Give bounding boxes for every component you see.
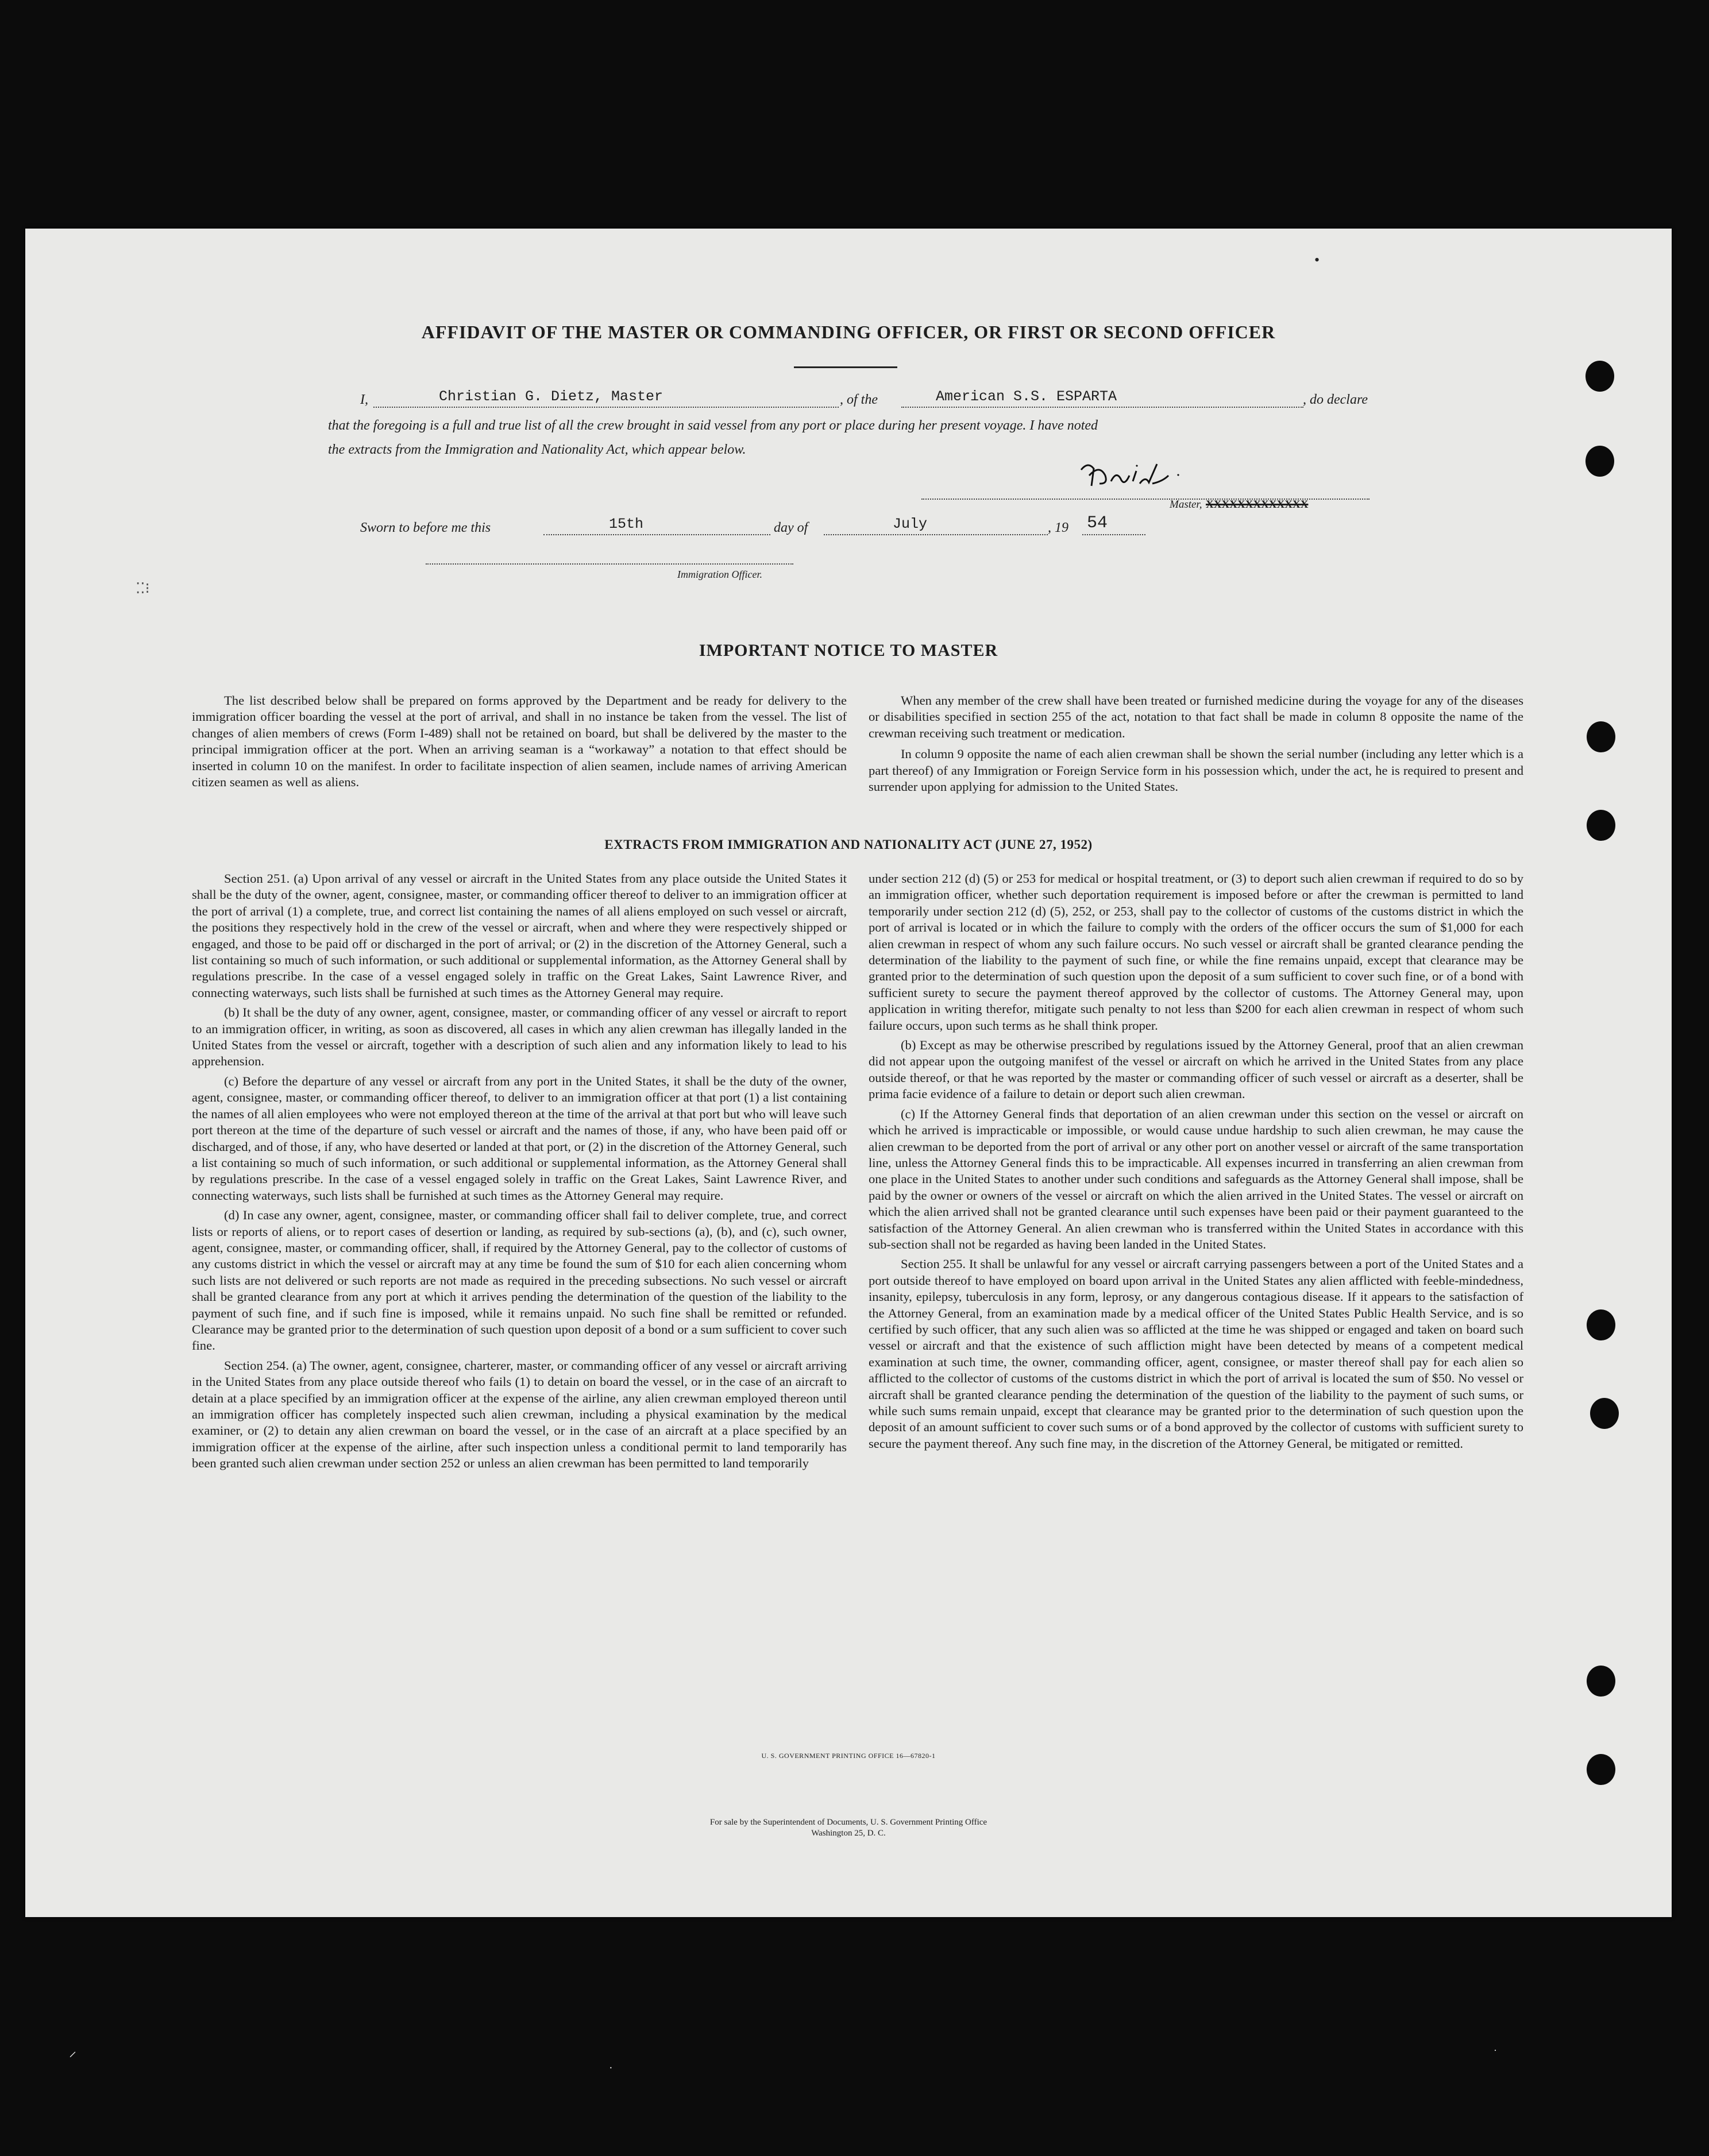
master-name-value: Christian G. Dietz, Master — [439, 388, 663, 405]
section-254-a-continued: under section 212 (d) (5) or 253 for medical or hospital treatment, or (3) to deport such alien crewman if required to do so by an immigration officer, whether such deportation requirement is imposed before or after the crewman is permitted to land temporarily under section 212 (d) (5), 252, or 253, shall pay to the collector of customs of the customs district in which the port of arrival is located or in which the failure to comply with the orders of the officer occurs the sum of $1,000 for each alien crewman in respect of whom any such failure occurs. No such vessel or aircraft shall be granted clearance pending the determination of the liability to the payment of such fine, or while the fine remains unpaid, except that clearance may be granted prior to the determination of such question upon the deposit of a sum sufficient to cover such fine, or of a bond with sufficient surety to secure the payment thereof approved by the collector of customs. The Attorney General may, upon application in writing therefor, mitigate such penalty to not less than $200 for each alien crewman in respect of whom such failure occurs, upon such terms as he shall think proper. — [869, 871, 1523, 1033]
scan-speck: · — [1494, 2045, 1497, 2056]
section-251-c: (c) Before the departure of any vessel or aircraft from any port in the United States, it shall be the duty of the owner, agent, consignee, master, or commanding officer thereof, to deliver to an immigration officer at that port (1) a list containing the names of all alien employees who were not employed thereon at the time of the arrival at that port but who will leave such port thereon at the time of the departure of such vessel or aircraft and the names of those, if any, who have been paid off or discharged, and of those, if any, who have deserted or landed at that port, or (2) in the discretion of the Attorney General, such a list containing so much of such information, or such additional or supplemental information, as the Attorney General shall by regulations prescribe. In the case of a vessel engaged solely in traffic on the Great Lakes, Saint Lawrence River, and connecting waterways, such lists shall be furnished at such times as the Attorney General may require. — [192, 1073, 847, 1203]
notice-right-column — [869, 693, 1523, 798]
sworn-day-underline — [543, 534, 770, 535]
document-page — [25, 229, 1672, 1917]
notice-title: IMPORTANT NOTICE TO MASTER — [699, 641, 998, 660]
stamp-mark: ⁚⁚⁝ — [136, 580, 150, 597]
struck-caption: XXXXXXXXXXXXX — [1206, 499, 1309, 511]
section-254-c: (c) If the Attorney General finds that deportation of an alien crewman under this section on the vessel or aircraft on which he arrived is impracticable or impossible, or would cause undue hardship to such alien crewman, he may cause the alien crewman to be deported from the port of arrival or any other port on another vessel or aircraft of the same transportation line, unless the Attorney General finds this to be impracticable. All expenses incurred in transferring an alien crewman from one place in the United States to another under such conditions and safeguards as the Attorney General shall impose, shall be paid by the owner or owners of the vessel or aircraft on which the alien arrived in the United States. The vessel or aircraft on which the alien arrived shall not be granted clearance until such expenses have been paid or their payment guaranteed to the satisfaction of the Attorney General. An alien crewman who is transferred within the United States in accordance with this sub-section shall not be regarded as having been landed in the United States. — [869, 1106, 1523, 1251]
punch-hole — [1585, 361, 1614, 392]
punch-hole — [1587, 810, 1615, 841]
punch-hole — [1585, 446, 1614, 477]
punch-hole — [1587, 1309, 1615, 1340]
extracts-title: EXTRACTS FROM IMMIGRATION AND NATIONALITY ACT (JUNE 27, 1952) — [604, 837, 1093, 852]
immigration-officer-label: Immigration Officer. — [677, 569, 762, 580]
section-251-d: (d) In case any owner, agent, consignee, master, or commanding officer shall fail to deliver complete, true, and correct lists or reports of aliens, or to report cases of desertion or landing, as required by sub-sections (a), (b), and (c), such owner, agent, consignee, master, or commanding officer, shall, if required by the Attorney General, pay to the collector of customs of any customs district in which the vessel or aircraft may at any time be found the sum of $10 for each alien concerning whom such lists are not delivered or such reports are not made as required in the preceding subsections. No such vessel or aircraft shall be granted clearance from any port at which it arrives pending the determination of the question of the liability to the payment of such fine, and if such fine is imposed, while it remains unpaid. No such fine shall be remitted or refunded. Clearance may be granted prior to the determination of such question upon deposit of a bond or a sum sufficient to cover such fine. — [192, 1208, 847, 1353]
punch-hole — [1590, 1398, 1619, 1429]
affidavit-title: AFFIDAVIT OF THE MASTER OR COMMANDING OFFICER, OR FIRST OR SECOND OFFICER — [421, 322, 1276, 342]
section-251-a: Section 251. (a) Upon arrival of any vessel or aircraft in the United States from any place outside the United States it shall be the duty of the owner, agent, consignee, master, or commanding officer thereof to deliver to an immigration officer at the port of arrival (1) a complete, true, and correct list containing the names of all aliens employed on such vessel or aircraft, the positions they respectively hold in the crew of the vessel or aircraft, when and where they were respectively shipped or engaged, and those to be paid off or discharged in the port of arrival; or (2) in the discretion of the Attorney General, such a list containing so much of such information, or such additional or supplemental information, as the Attorney General shall by regulations prescribe. In the case of a vessel engaged solely in traffic on the Great Lakes, Saint Lawrence River, and connecting waterways, such lists shall be furnished at such times as the Attorney General may require. — [192, 871, 847, 1000]
vessel-underline — [901, 407, 1303, 408]
do-declare-label: , do declare — [1303, 392, 1368, 407]
master-caption: Master, — [1170, 499, 1202, 511]
notice-left-column — [192, 693, 847, 794]
name-underline — [373, 407, 839, 408]
officer-signature-line — [426, 563, 793, 565]
notice-right-paragraph-1: When any member of the crew shall have been treated or furnished medicine during the voyage for any of the diseases or disabilities specified in section 255 of the act, notation to that fact shall be made in column 8 opposite the name of the crewman receiving such treatment or medication. — [869, 693, 1523, 740]
scan-speck: ⸝ — [69, 2043, 77, 2060]
punch-hole — [1587, 721, 1615, 752]
year-prefix: , 19 — [1048, 520, 1068, 535]
sworn-day-value: 15th — [609, 516, 644, 532]
scan-speck: · — [609, 2062, 613, 2074]
for-sale-line-2: Washington 25, D. C. — [811, 1829, 886, 1838]
handwritten-signature — [1077, 458, 1191, 493]
section-251-b: (b) It shall be the duty of any owner, agent, consignee, master, or commanding officer of any vessel or aircraft to report to an immigration officer, in writing, as soon as discovered, all cases in which any alien crewman has illegally landed in the United States from the vessel or aircraft, together with a description of such alien and any information likely to lead to his apprehension. — [192, 1005, 847, 1069]
punch-hole — [1587, 1666, 1615, 1697]
printing-office-line: U. S. GOVERNMENT PRINTING OFFICE 16—67820-1 — [761, 1752, 936, 1760]
notice-left-paragraph: The list described below shall be prepared on forms approved by the Department and be ready for delivery to the immigration officer boarding the vessel at the port of arrival, and shall in no instance be taken from the vessel. The list of changes of alien members of crews (Form I-489) shall not be retained on board, but shall be delivered by the master to the principal immigration officer at the port. When an arriving seaman is a “workaway” a notation to that effect should be inserted in column 10 on the manifest. In order to facilitate inspection of alien seamen, include names of arriving American citizen seamen as well as aliens. — [192, 693, 847, 790]
declaration-line-2: the extracts from the Immigration and Nationality Act, which appear below. — [328, 442, 746, 457]
sworn-month-value: July — [893, 516, 928, 532]
punch-hole — [1587, 1754, 1615, 1785]
scan-speck: • — [1314, 252, 1320, 268]
title-rule — [794, 366, 897, 368]
extracts-left-column — [192, 871, 847, 1475]
declaration-line-1: that the foregoing is a full and true list of all the crew brought in said vessel from any port or place during her present voyage. I have noted — [328, 418, 1098, 433]
section-254-b: (b) Except as may be otherwise prescribed by regulations issued by the Attorney General, proof that an alien crewman did not appear upon the outgoing manifest of the vessel or aircraft on which he arrived in the United States from any place outside thereof, or that he was reported by the master or commanding officer of such vessel or aircraft as a deserter, shall be prima facie evidence of a failure to detain or deport such alien crewman. — [869, 1038, 1523, 1102]
extracts-right-column — [869, 871, 1523, 1455]
vessel-value: American S.S. ESPARTA — [936, 388, 1117, 405]
section-255: Section 255. It shall be unlawful for any vessel or aircraft carrying passengers between a port of the United States and a port outside thereof to have employed on board upon arrival in the United States any alien afflicted with feeble-mindedness, insanity, epilepsy, tuberculosis in any form, leprosy, or any dangerous contagious disease. If it appears to the satisfaction of the Attorney General, from an examination made by a medical officer of the United States Public Health Service, and is so certified by such officer, that any such alien was so afflicted at the time he was shipped or engaged and taken on board such vessel or aircraft and that the existence of such affliction might have been detected by means of a competent medical examination at such time, the owner, commanding officer, agent, consignee, or master thereof shall pay for each alien so afflicted to the collector of customs of the customs district in which the port of arrival is located the sum of $50. No vessel or aircraft shall be granted clearance pending the determination of the question of the liability to the payment of such sums, or while such sums remain unpaid, except that clearance may be granted prior to the determination of such question upon the deposit of an amount sufficient to cover such sums or of a bond approved by the collector of customs with sufficient surety to secure the payment thereof. Any such fine may, in the discretion of the Attorney General, be mitigated or remitted. — [869, 1257, 1523, 1451]
day-of-label: day of — [774, 520, 808, 535]
sworn-month-underline — [824, 534, 1048, 535]
sworn-label: Sworn to before me this — [360, 520, 491, 535]
for-sale-line-1: For sale by the Superintendent of Documents, U. S. Government Printing Office — [709, 1818, 987, 1827]
notice-right-paragraph-2: In column 9 opposite the name of each alien crewman shall be shown the serial number (including any letter which is a part thereof) of any Immigration or Foreign Service form in his possession which, under the act, he is required to present and surrender upon applying for admission to the United States. — [869, 747, 1523, 794]
i-label: I, — [360, 392, 368, 407]
sworn-year-underline — [1082, 534, 1145, 535]
section-254-a: Section 254. (a) The owner, agent, consignee, charterer, master, or commanding officer of any vessel or aircraft arriving in the United States from any place outside thereof who fails (1) to detain on board the vessel, or in the case of an aircraft to detain at a place specified by an immigration officer at the expense of the airline, any alien crewman employed thereon until an immigration officer has completely inspected such alien crewman, including a physical examination by the medical examiner, or (2) to detain any alien crewman on board the vessel, or in the case of an aircraft at a place specified by an immigration officer at the expense of the airline, after such inspection unless a conditional permit to land temporarily has been granted such alien crewman under section 252 or unless an alien crewman has been permitted to land temporarily — [192, 1358, 847, 1471]
of-the-label: , of the — [840, 392, 878, 407]
sworn-year-value: 54 — [1087, 513, 1108, 533]
